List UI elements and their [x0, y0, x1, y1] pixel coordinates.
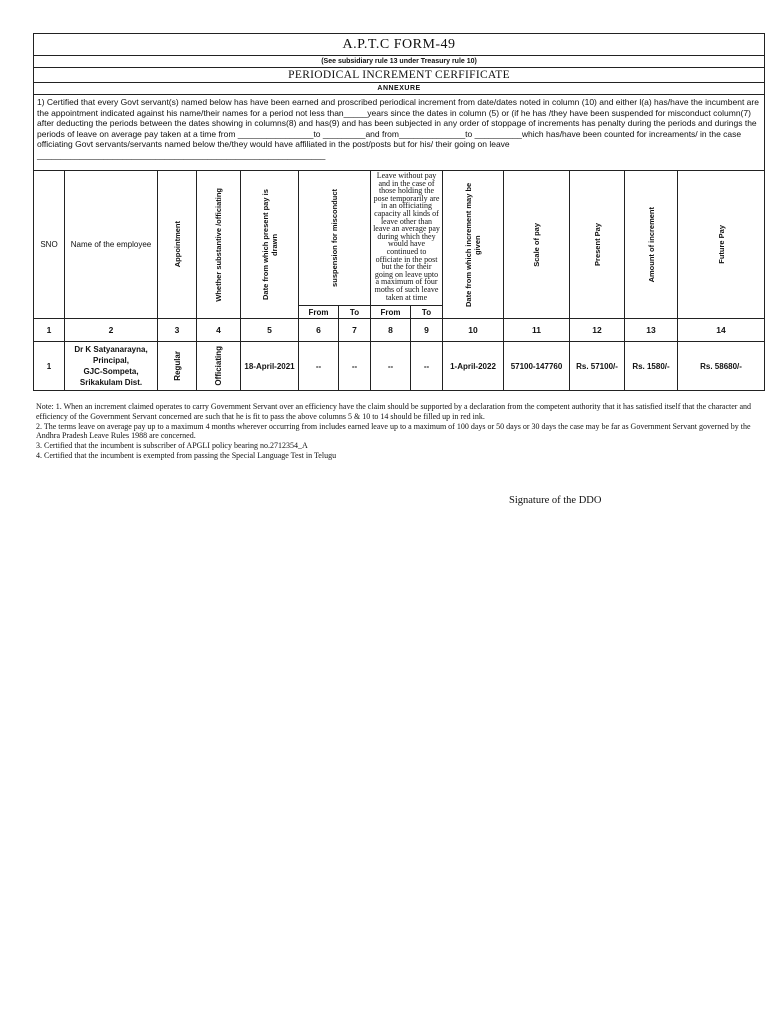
cell-appointment: Regular	[158, 342, 197, 391]
name-line: Dr K Satyanarayna,	[74, 345, 148, 354]
cell-sno: 1	[34, 342, 65, 391]
cell-date-increment: 1-April-2022	[443, 342, 504, 391]
note-item: 2. The terms leave on average pay up to a maximum 4 months wherever occurring from includes earned leave up to a maximum of 100 days or 50 days or 30 days the case may be far as Government Servant governed by the Andhra Pradesh Leave Rules 1988 are concerned.	[36, 421, 751, 441]
header-sno: SNO	[34, 171, 65, 319]
header-leave: Leave without pay and in the case of those holding the pose temporarily are in an officiating capacity all kinds of leave other than leave an average pay during which they would have continued to officiate in the post but the for their going on leave upto a maximum of four moths of such leave taken at time	[371, 171, 443, 306]
header-present-pay: Present Pay	[570, 171, 625, 319]
cell-date-present-pay: 18-April-2021	[241, 342, 299, 391]
note-item: 3. Certified that the incumbent is subscriber of APGLI policy bearing no.2712354_A	[36, 441, 308, 451]
cell-leave-from: --	[371, 342, 411, 391]
header-leave-to: To	[411, 306, 443, 319]
header-scale: Scale of pay	[504, 171, 570, 319]
header-appointment: Appointment	[158, 171, 197, 319]
header-leave-from: From	[371, 306, 411, 319]
col-number: 10	[443, 319, 504, 342]
cell-leave-to: --	[411, 342, 443, 391]
col-number: 3	[158, 319, 197, 342]
table-row	[34, 342, 765, 391]
col-number: 14	[678, 319, 765, 342]
col-number: 12	[570, 319, 625, 342]
note-item: 4. Certified that the incumbent is exempted from passing the Special Language Test in Telugu	[36, 450, 337, 460]
col-number: 2	[65, 319, 158, 342]
header-name: Name of the employee	[65, 171, 158, 319]
certificate-title: PERIODICAL INCREMENT CERFIFICATE	[34, 68, 765, 83]
name-line: Srikakulam Dist.	[79, 378, 143, 387]
col-number: 7	[339, 319, 371, 342]
annexure-label: ANNEXURE	[34, 83, 765, 95]
form-subtitle: (See subsidiary rule 13 under Treasury rule 10)	[34, 56, 765, 68]
note-item: Note: 1. When an increment claimed operates to carry Government Servant over an efficiency have the claim should be supported by a declaration from the competent authority that it has satisfied itself that the character and efficiency of the Government Servant concerned are such that he is fit to pass the above columns 5 & 10 to 14 should be filled up in red ink.	[36, 402, 751, 421]
certification-paragraph: 1) Certified that every Govt servant(s) named below has have been earned and proscribed periodical increment from date/dates noted in column (10) and either l(a) has/have the incumbent are the appointment indicated against his name/their names for a period not less than_____years since the dates in column (5) or (if he has /they have been suspended for misconduct column(7) after deducting the periods between the dates showing in columns(8) and has(9) and has been subjected in any order of stoppage of increments has penalty during the periods and durings the periods of leave on average pay taken at a time from ________________to _________and from______________to __________which has/have been counted for increaments/ in the case officiating Govt servants/servants named below the/they would have affiliated in the post/posts but for his/ their going on leave _____________________________________________________________	[34, 95, 765, 171]
cell-future-pay: Rs. 58680/-	[678, 342, 765, 391]
col-number: 9	[411, 319, 443, 342]
col-number: 5	[241, 319, 299, 342]
col-number: 6	[299, 319, 339, 342]
header-amount-increment: Amount of increment	[625, 171, 678, 319]
cell-name	[65, 342, 158, 391]
header-susp-from: From	[299, 306, 339, 319]
cell-susp-to: --	[339, 342, 371, 391]
cell-present-pay: Rs. 57100/-	[570, 342, 625, 391]
form-title: A.P.T.C FORM-49	[34, 34, 765, 56]
header-susp-to: To	[339, 306, 371, 319]
ddo-signature-label: Signature of the DDO	[509, 495, 602, 506]
header-date-present-pay: Date from which present pay is drawn	[241, 171, 299, 319]
name-line: GJC-Sompeta,	[83, 367, 139, 376]
cell-scale: 57100-147760	[504, 342, 570, 391]
name-line: Principal,	[92, 356, 129, 365]
header-substantive: Whether substantive /officiating	[197, 171, 241, 319]
column-numbers-row	[34, 319, 765, 342]
header-suspension: suspension for misconduct	[299, 171, 371, 306]
cell-substantive: Officiating	[197, 342, 241, 391]
col-number: 8	[371, 319, 411, 342]
col-number: 11	[504, 319, 570, 342]
cell-amount-increment: Rs. 1580/-	[625, 342, 678, 391]
col-number: 1	[34, 319, 65, 342]
col-number: 13	[625, 319, 678, 342]
notes-section	[36, 402, 761, 461]
increment-certificate-form	[33, 33, 765, 391]
header-date-increment: Date from which increment may be given	[443, 171, 504, 319]
col-number: 4	[197, 319, 241, 342]
header-future-pay: Future Pay	[678, 171, 765, 319]
cell-susp-from: --	[299, 342, 339, 391]
